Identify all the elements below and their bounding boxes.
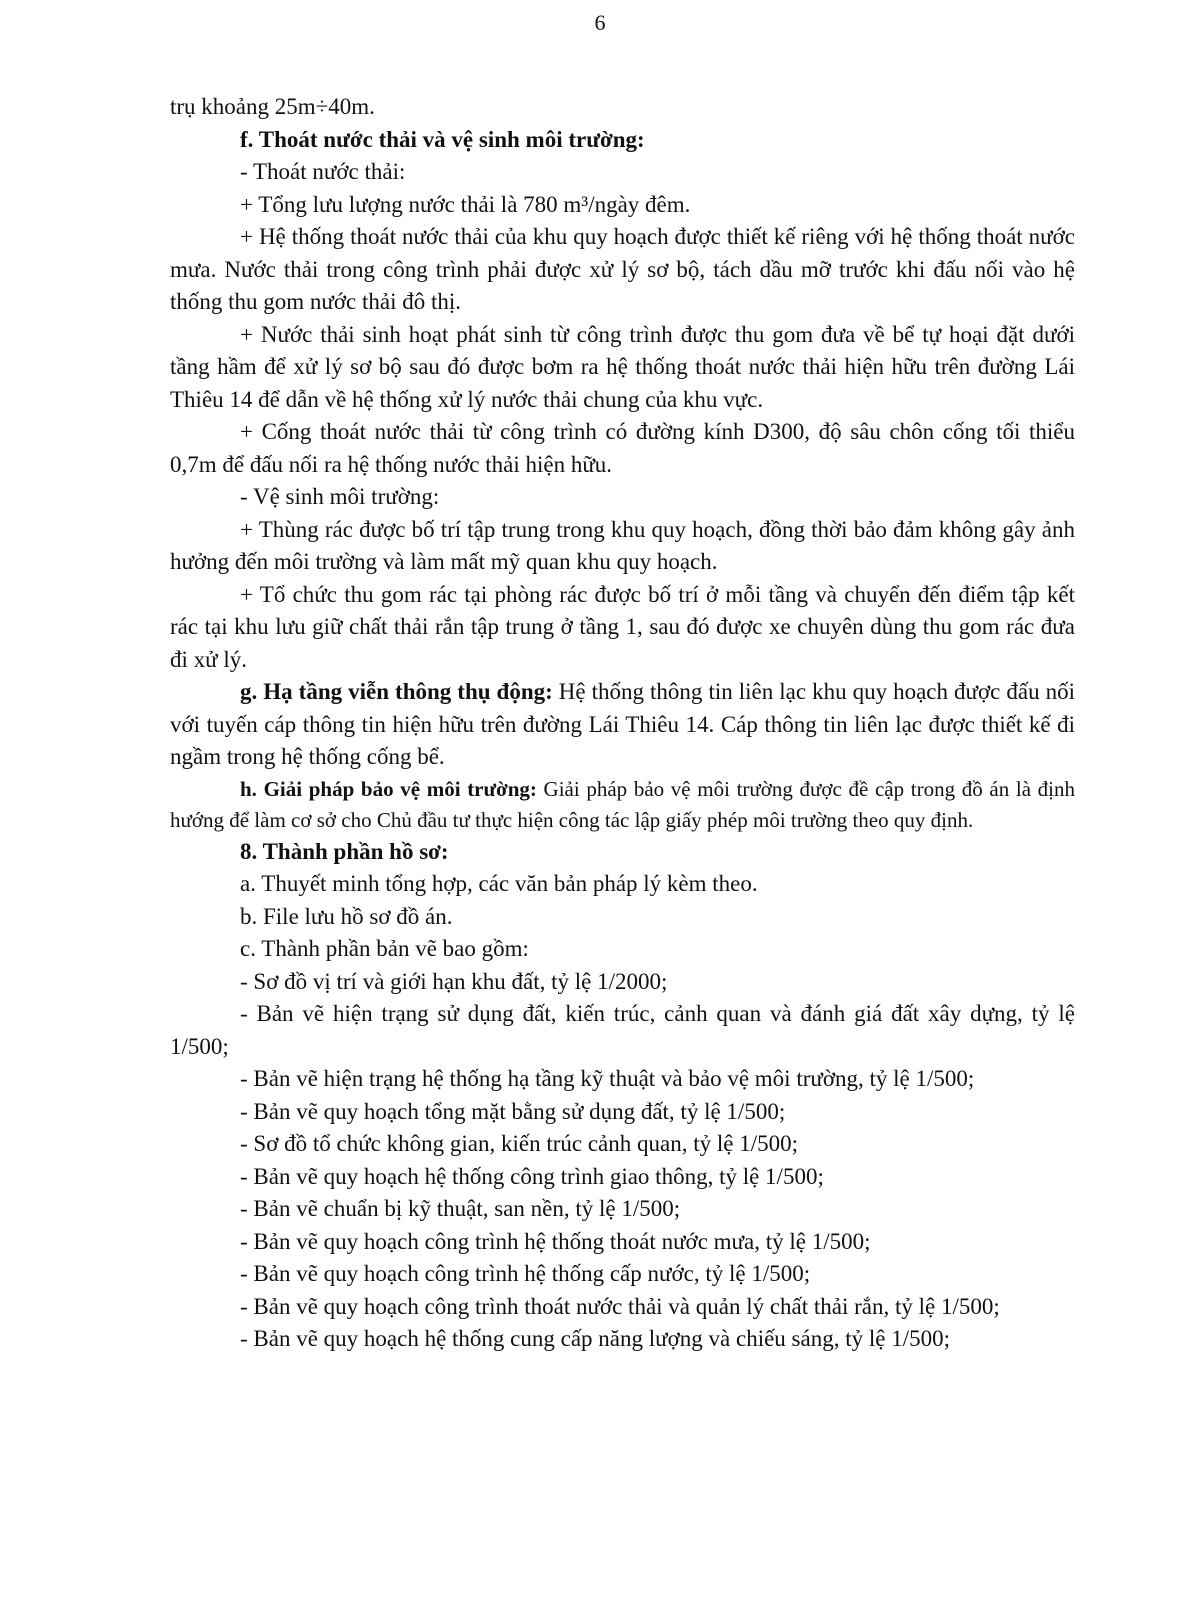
drawing-item: - Bản vẽ quy hoạch tổng mặt bằng sử dụng đất, tỷ lệ 1/500; (240, 1098, 786, 1124)
section-telecom: g. Hạ tầng viễn thông thụ động: Hệ thống thông tin liên lạc khu quy hoạch được đấu nối với tuyến cáp thông tin hiện hữu trên đường Lái Thiêu 14. Cáp thông tin liên lạc được thiết kế đi ngầm trong hệ thống cống bể. (170, 679, 1075, 769)
section-heading-8: 8. Thành phần hồ sơ: (240, 838, 449, 864)
paragraph-continuation: trụ khoảng 25m÷40m. (170, 94, 375, 119)
section-heading-h: h. Giải pháp bảo vệ môi trường: (240, 776, 537, 801)
list-item-c: c. Thành phần bản vẽ bao gồm: (240, 936, 529, 961)
paragraph-sewer-pipe: + Cống thoát nước thải từ công trình có đường kính D300, độ sâu chôn cống tối thiểu 0,7m để đấu nối ra hệ thống nước thải hiện hữu. (170, 419, 1075, 477)
paragraph-septic-tank: + Nước thải sinh hoạt phát sinh từ công trình được thu gom đưa về bể tự hoại đặt dưới tầng hầm để xử lý sơ bộ sau đó được bơm ra hệ thống thoát nước thải hiện hữu trên đường Lái Thiêu 14 để dẫn về hệ thống xử lý nước thải chung của khu vực. (170, 321, 1075, 412)
drawing-item: - Bản vẽ quy hoạch công trình hệ thống thoát nước mưa, tỷ lệ 1/500; (240, 1228, 871, 1254)
list-item-a: a. Thuyết minh tổng hợp, các văn bản pháp lý kèm theo. (240, 871, 758, 896)
drawing-item: - Bản vẽ hiện trạng sử dụng đất, kiến trúc, cảnh quan và đánh giá đất xây dựng, tỷ lệ 1/500; (170, 1001, 1075, 1059)
paragraph-waste-collection: + Tổ chức thu gom rác tại phòng rác được bố trí ở mỗi tầng và chuyển đến điểm tập kết rác tại khu lưu giữ chất thải rắn tập trung ở tầng 1, sau đó được xe chuyên dùng thu gom rác đưa đi xử lý. (170, 581, 1075, 672)
section-heading-f: f. Thoát nước thải và vệ sinh môi trường: (240, 126, 645, 152)
drawing-item: - Bản vẽ quy hoạch công trình hệ thống cấp nước, tỷ lệ 1/500; (240, 1261, 811, 1286)
drawing-item: - Bản vẽ quy hoạch hệ thống cung cấp năng lượng và chiếu sáng, tỷ lệ 1/500; (240, 1326, 950, 1351)
drawing-item: - Bản vẽ quy hoạch công trình thoát nước thải và quản lý chất thải rắn, tỷ lệ 1/500; (240, 1293, 1000, 1319)
subheading-sanitation: - Vệ sinh môi trường: (240, 484, 440, 509)
list-item-b: b. File lưu hồ sơ đồ án. (240, 903, 453, 929)
section-environment: h. Giải pháp bảo vệ môi trường: Giải pháp bảo vệ môi trường được đề cập trong đồ án là định hướng để làm cơ sở cho Chủ đầu tư thực hiện công tác lập giấy phép môi trường theo quy định. (170, 776, 1075, 832)
drawing-item: - Bản vẽ chuẩn bị kỹ thuật, san nền, tỷ lệ 1/500; (240, 1196, 681, 1221)
paragraph-trash-bins: + Thùng rác được bố trí tập trung trong khu quy hoạch, đồng thời bảo đảm không gây ảnh hưởng đến môi trường và làm mất mỹ quan khu quy hoạch. (170, 516, 1075, 574)
drawing-item: - Bản vẽ quy hoạch hệ thống công trình giao thông, tỷ lệ 1/500; (240, 1163, 824, 1189)
drawing-item: - Sơ đồ vị trí và giới hạn khu đất, tỷ lệ 1/2000; (240, 968, 668, 994)
paragraph-wastewater-volume: + Tổng lưu lượng nước thải là 780 m³/ngày đêm. (240, 191, 691, 217)
document-body (170, 91, 1075, 1356)
paragraph-separate-system: + Hệ thống thoát nước thải của khu quy hoạch được thiết kế riêng với hệ thống thoát nước mưa. Nước thải trong công trình phải được xử lý sơ bộ, tách dầu mỡ trước khi đấu nối vào hệ thống thu gom nước thải đô thị. (170, 224, 1075, 314)
drawing-item: - Sơ đồ tổ chức không gian, kiến trúc cảnh quan, tỷ lệ 1/500; (240, 1131, 798, 1156)
section-heading-g: g. Hạ tầng viễn thông thụ động: (240, 679, 553, 704)
drawing-item: - Bản vẽ hiện trạng hệ thống hạ tầng kỹ thuật và bảo vệ môi trường, tỷ lệ 1/500; (240, 1066, 975, 1091)
page-number: 6 (594, 10, 606, 35)
subheading-wastewater: - Thoát nước thải: (240, 159, 406, 184)
